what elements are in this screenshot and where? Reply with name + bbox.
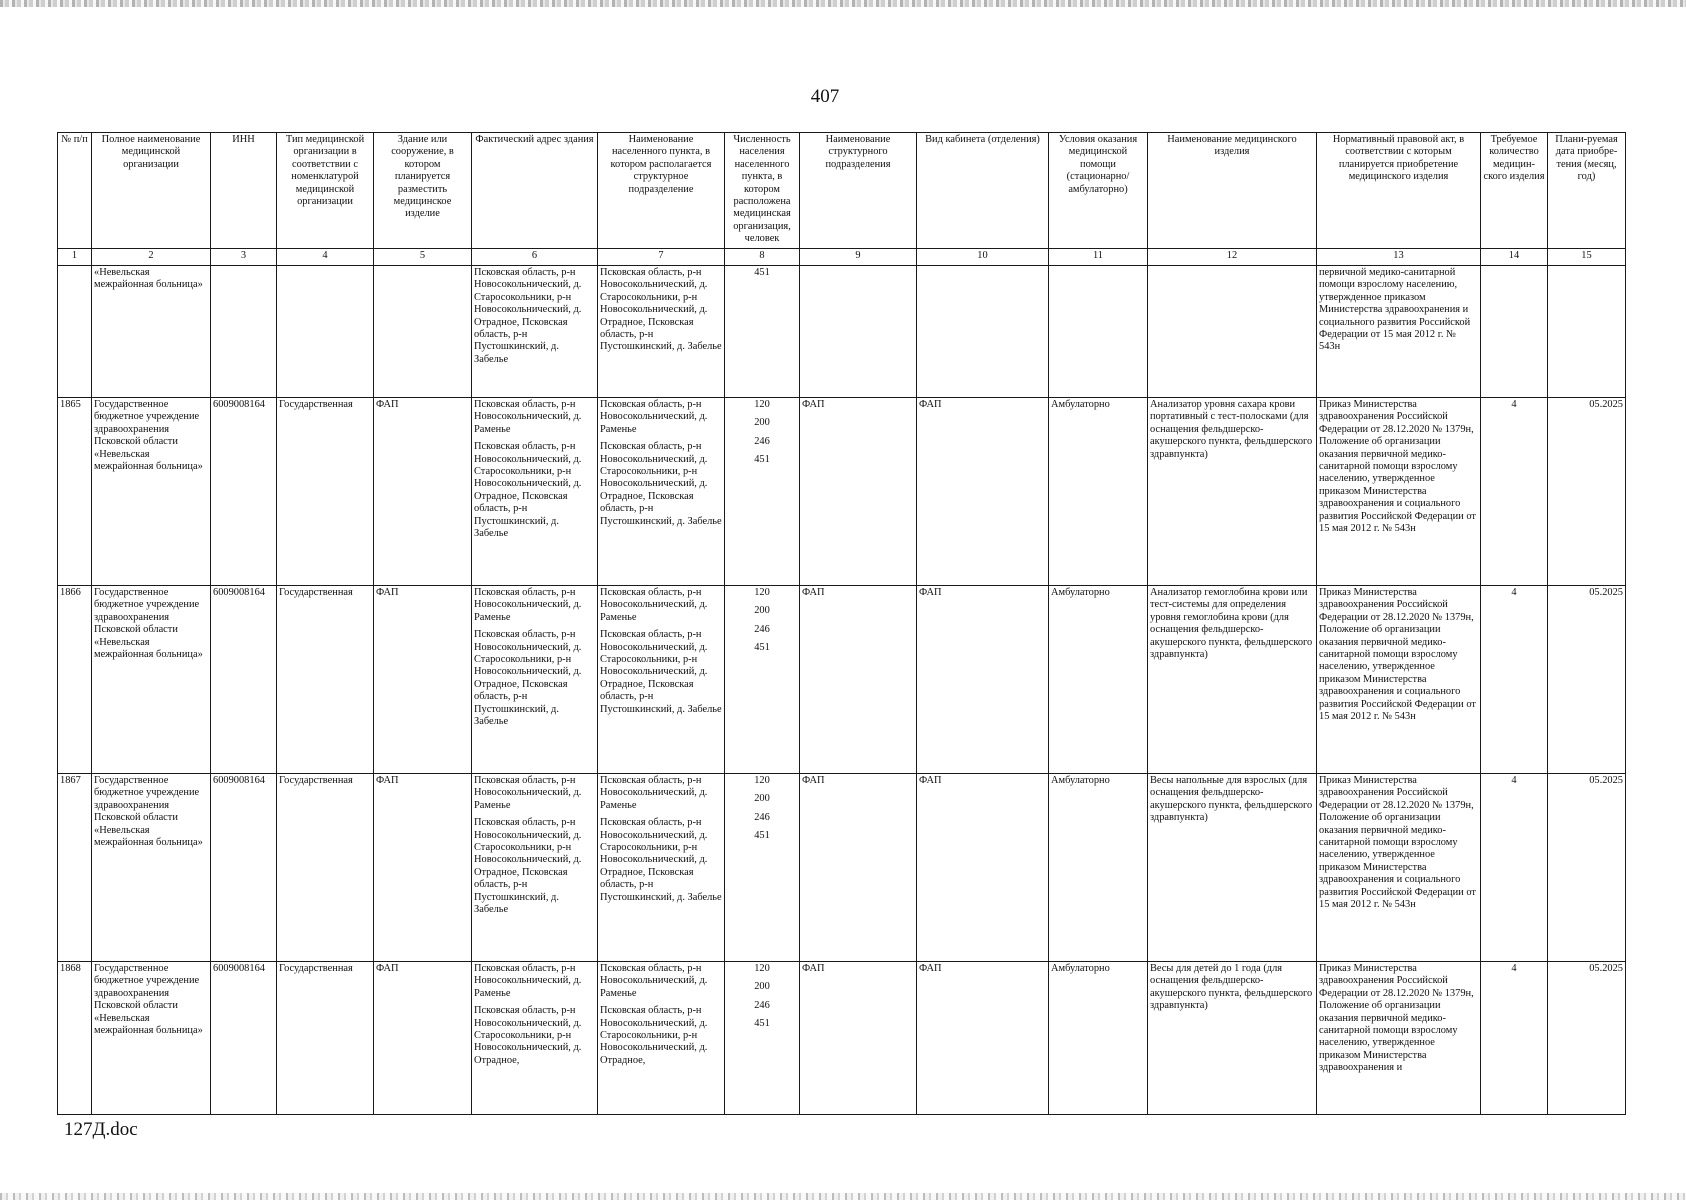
locality-entry: Псковская область, р-н Новосокольнический, д. Старосокольники, р-н Новосокольнический, д. Отрадное, Псковская область, р-н Пустошкинский, д. Забелье: [600, 267, 722, 353]
footer-file-name: 127Д.doc: [64, 1119, 138, 1140]
population-value: 246: [754, 435, 770, 447]
cell-num: 1865: [58, 398, 92, 586]
cell-inn: 6009008164: [211, 586, 277, 774]
cell-date: 05.2025: [1548, 398, 1626, 586]
cell-unit: [800, 266, 917, 398]
population-value: 120: [754, 775, 770, 786]
header-cell: Плани-руемая дата приобре-тения (месяц, год): [1548, 133, 1626, 249]
population-value: 451: [754, 830, 770, 842]
population-value: 200: [754, 605, 770, 617]
header-cell: № п/п: [58, 133, 92, 249]
cell-num: 1867: [58, 774, 92, 962]
address-entry: Псковская область, р-н Новосокольнический, д. Раменье: [474, 587, 582, 623]
cell-act: Приказ Министерства здравоохранения Российской Федерации от 28.12.2020 № 1379н, Положение об организации оказания первичной медико-санитарной помощи взрослому населению, утвержденное приказом Министерства здравоохранения и социального развития Российской Федерации от 15 мая 2012 г. № 543н: [1317, 398, 1481, 586]
locality-entry: Псковская область, р-н Новосокольнический, д. Раменье: [600, 775, 708, 811]
cell-locality: [598, 962, 725, 1115]
header-cell: Нормативный правовой акт, в соответствии с которым планируется приобретение медицинского изделия: [1317, 133, 1481, 249]
cell-org: Государственное бюджетное учреждение здравоохранения Псковской области «Невельская межрайонная больница»: [92, 586, 211, 774]
cell-org: Государственное бюджетное учреждение здравоохранения Псковской области «Невельская межрайонная больница»: [92, 774, 211, 962]
cell-population: [725, 962, 800, 1115]
cell-device: Анализатор уровня сахара крови портативный с тест-полосками (для оснащения фельдшерско-акушерского пункта, фельдшерского здравпункта): [1148, 398, 1317, 586]
locality-entry: Псковская область, р-н Новосокольнический, д. Старосокольники, р-н Новосокольнический, д. Отрадное, Псковская область, р-н Пустошкинский, д. Забелье: [600, 629, 722, 715]
address-entry: Псковская область, р-н Новосокольнический, д. Старосокольники, р-н Новосокольнический, д. Отрадное,: [474, 1005, 582, 1066]
header-cell: Условия оказания медицинской помощи (стационарно/ амбулаторно): [1049, 133, 1148, 249]
column-number: 6: [472, 249, 598, 266]
column-number: 13: [1317, 249, 1481, 266]
cell-unit: ФАП: [800, 774, 917, 962]
cell-inn: 6009008164: [211, 774, 277, 962]
cell-population: [725, 586, 800, 774]
population-value: 451: [754, 1018, 770, 1030]
cell-conditions: Амбулаторно: [1049, 962, 1148, 1115]
cell-type: Государственная: [277, 398, 374, 586]
cell-org: Государственное бюджетное учреждение здравоохранения Псковской области «Невельская межрайонная больница»: [92, 962, 211, 1115]
cell-type: [277, 266, 374, 398]
address-entry: Псковская область, р-н Новосокольнический, д. Старосокольники, р-н Новосокольнический, д. Отрадное, Псковская область, р-н Пустошкинский, д. Забелье: [474, 441, 582, 540]
table-row: [58, 398, 1626, 586]
cell-conditions: Амбулаторно: [1049, 774, 1148, 962]
header-cell: Численность населения населенного пункта, в котором расположена медицинская организация, человек: [725, 133, 800, 249]
header-cell: Полное наименование медицинской организации: [92, 133, 211, 249]
table-row: [58, 586, 1626, 774]
population-value: 451: [754, 454, 770, 466]
continuation-row: [58, 266, 1626, 398]
cell-date: 05.2025: [1548, 586, 1626, 774]
cell-act: первичной медико-санитарной помощи взрослому населению, утвержденное приказом Министерства здравоохранения и социального развития Российской Федерации от 15 мая 2012 г. № 543н: [1317, 266, 1481, 398]
cell-type: Государственная: [277, 962, 374, 1115]
population-value: 120: [754, 587, 770, 598]
cell-locality: [598, 398, 725, 586]
cell-locality: [598, 586, 725, 774]
column-number: 5: [374, 249, 472, 266]
population-value: 120: [754, 399, 770, 410]
column-number: 15: [1548, 249, 1626, 266]
cell-qty: 4: [1481, 962, 1548, 1115]
column-number: 1: [58, 249, 92, 266]
population-value: 246: [754, 999, 770, 1011]
cell-cabinet: ФАП: [917, 962, 1049, 1115]
cell-qty: 4: [1481, 398, 1548, 586]
table-row: [58, 774, 1626, 962]
header-cell: Наименование медицинского изделия: [1148, 133, 1317, 249]
cell-qty: 4: [1481, 774, 1548, 962]
locality-entry: Псковская область, р-н Новосокольнический, д. Раменье: [600, 587, 708, 623]
header-cell: Здание или сооружение, в котором планируется разместить медицинское изделие: [374, 133, 472, 249]
cell-act: Приказ Министерства здравоохранения Российской Федерации от 28.12.2020 № 1379н, Положение об организации оказания первичной медико-санитарной помощи взрослому населению, утвержденное приказом Министерства здравоохранения и социального развития Российской Федерации от 15 мая 2012 г. № 543н: [1317, 586, 1481, 774]
population-value: 246: [754, 623, 770, 635]
cell-device: Весы для детей до 1 года (для оснащения фельдшерско-акушерского пункта, фельдшерского здравпункта): [1148, 962, 1317, 1115]
cell-qty: [1481, 266, 1548, 398]
locality-entry: Псковская область, р-н Новосокольнический, д. Старосокольники, р-н Новосокольнический, д. Отрадное, Псковская область, р-н Пустошкинский, д. Забелье: [600, 817, 722, 903]
locality-entry: Псковская область, р-н Новосокольнический, д. Раменье: [600, 399, 708, 435]
cell-unit: ФАП: [800, 586, 917, 774]
cell-building: ФАП: [374, 774, 472, 962]
cell-unit: ФАП: [800, 962, 917, 1115]
cell-date: 05.2025: [1548, 774, 1626, 962]
cell-unit: ФАП: [800, 398, 917, 586]
cell-act: Приказ Министерства здравоохранения Российской Федерации от 28.12.2020 № 1379н, Положение об организации оказания первичной медико-санитарной помощи взрослому населению, утвержденное приказом Министерства здравоохранения и социального развития Российской Федерации от 15 мая 2012 г. № 543н: [1317, 774, 1481, 962]
header-cell: Вид кабинета (отделения): [917, 133, 1049, 249]
header-cell: Фактический адрес здания: [472, 133, 598, 249]
column-number: 8: [725, 249, 800, 266]
cell-conditions: Амбулаторно: [1049, 586, 1148, 774]
population-value: 200: [754, 793, 770, 805]
cell-locality: [598, 774, 725, 962]
cell-cabinet: ФАП: [917, 586, 1049, 774]
cell-inn: 6009008164: [211, 398, 277, 586]
header-cell: Наименование структурного подразделения: [800, 133, 917, 249]
equipment-register-table: [57, 132, 1626, 1115]
cell-num: 1868: [58, 962, 92, 1115]
page-number: 407: [810, 86, 840, 107]
header-cell: Наименование населенного пункта, в котором располагается структурное подразделение: [598, 133, 725, 249]
cell-locality: [598, 266, 725, 398]
column-number: 9: [800, 249, 917, 266]
column-number: 11: [1049, 249, 1148, 266]
cell-building: [374, 266, 472, 398]
cell-org: «Невельская межрайонная больница»: [92, 266, 211, 398]
cell-population: [725, 266, 800, 398]
cell-building: ФАП: [374, 962, 472, 1115]
column-number: 4: [277, 249, 374, 266]
cell-address: [472, 266, 598, 398]
cell-inn: [211, 266, 277, 398]
cell-building: ФАП: [374, 398, 472, 586]
address-entry: Псковская область, р-н Новосокольнический, д. Старосокольники, р-н Новосокольнический, д. Отрадное, Псковская область, р-н Пустошкинский, д. Забелье: [474, 817, 582, 916]
cell-address: [472, 774, 598, 962]
address-entry: Псковская область, р-н Новосокольнический, д. Раменье: [474, 963, 582, 999]
cell-address: [472, 398, 598, 586]
cell-date: [1548, 266, 1626, 398]
address-entry: Псковская область, р-н Новосокольнический, д. Раменье: [474, 399, 582, 435]
locality-entry: Псковская область, р-н Новосокольнический, д. Старосокольники, р-н Новосокольнический, д. Отрадное, Псковская область, р-н Пустошкинский, д. Забелье: [600, 441, 722, 527]
locality-entry: Псковская область, р-н Новосокольнический, д. Старосокольники, р-н Новосокольнический, д. Отрадное,: [600, 1005, 708, 1066]
cell-population: [725, 774, 800, 962]
population-value: 246: [754, 811, 770, 823]
population-value: 200: [754, 981, 770, 993]
cell-conditions: Амбулаторно: [1049, 398, 1148, 586]
column-number-row: [58, 249, 1626, 266]
cell-act: Приказ Министерства здравоохранения Российской Федерации от 28.12.2020 № 1379н, Положение об организации оказания первичной медико-санитарной помощи взрослому населению, утвержденное приказом Министерства здравоохранения и: [1317, 962, 1481, 1115]
header-cell: ИНН: [211, 133, 277, 249]
column-number: 7: [598, 249, 725, 266]
cell-device: Анализатор гемоглобина крови или тест-системы для определения уровня гемоглобина крови (для оснащения фельдшерско-акушерского пункта, фельдшерского здравпункта): [1148, 586, 1317, 774]
header-cell: Тип медицинской организации в соответствии с номенклатурой медицинской организации: [277, 133, 374, 249]
column-number: 14: [1481, 249, 1548, 266]
scan-edge-bottom: [0, 1193, 1686, 1200]
cell-cabinet: ФАП: [917, 398, 1049, 586]
column-number: 12: [1148, 249, 1317, 266]
cell-num: [58, 266, 92, 398]
cell-date: 05.2025: [1548, 962, 1626, 1115]
address-entry: Псковская область, р-н Новосокольнический, д. Раменье: [474, 775, 582, 811]
address-entry: Псковская область, р-н Новосокольнический, д. Старосокольники, р-н Новосокольнический, д. Отрадное, Псковская область, р-н Пустошкинский, д. Забелье: [474, 629, 582, 728]
cell-building: ФАП: [374, 586, 472, 774]
header-row: [58, 133, 1626, 249]
population-value: 451: [754, 267, 770, 278]
cell-population: [725, 398, 800, 586]
cell-cabinet: [917, 266, 1049, 398]
table-row: [58, 962, 1626, 1115]
column-number: 2: [92, 249, 211, 266]
column-number: 10: [917, 249, 1049, 266]
header-cell: Требуемое количество медицин-ского изделия: [1481, 133, 1548, 249]
cell-address: [472, 962, 598, 1115]
cell-device: [1148, 266, 1317, 398]
cell-conditions: [1049, 266, 1148, 398]
scan-edge-top: [0, 0, 1686, 7]
population-value: 451: [754, 642, 770, 654]
cell-qty: 4: [1481, 586, 1548, 774]
cell-cabinet: ФАП: [917, 774, 1049, 962]
cell-num: 1866: [58, 586, 92, 774]
address-entry: Псковская область, р-н Новосокольнический, д. Старосокольники, р-н Новосокольнический, д. Отрадное, Псковская область, р-н Пустошкинский, д. Забелье: [474, 267, 582, 365]
cell-type: Государственная: [277, 586, 374, 774]
cell-device: Весы напольные для взрослых (для оснащения фельдшерско-акушерского пункта, фельдшерского здравпункта): [1148, 774, 1317, 962]
population-value: 120: [754, 963, 770, 974]
population-value: 200: [754, 417, 770, 429]
locality-entry: Псковская область, р-н Новосокольнический, д. Раменье: [600, 963, 708, 999]
cell-type: Государственная: [277, 774, 374, 962]
cell-org: Государственное бюджетное учреждение здравоохранения Псковской области «Невельская межрайонная больница»: [92, 398, 211, 586]
cell-inn: 6009008164: [211, 962, 277, 1115]
column-number: 3: [211, 249, 277, 266]
cell-address: [472, 586, 598, 774]
